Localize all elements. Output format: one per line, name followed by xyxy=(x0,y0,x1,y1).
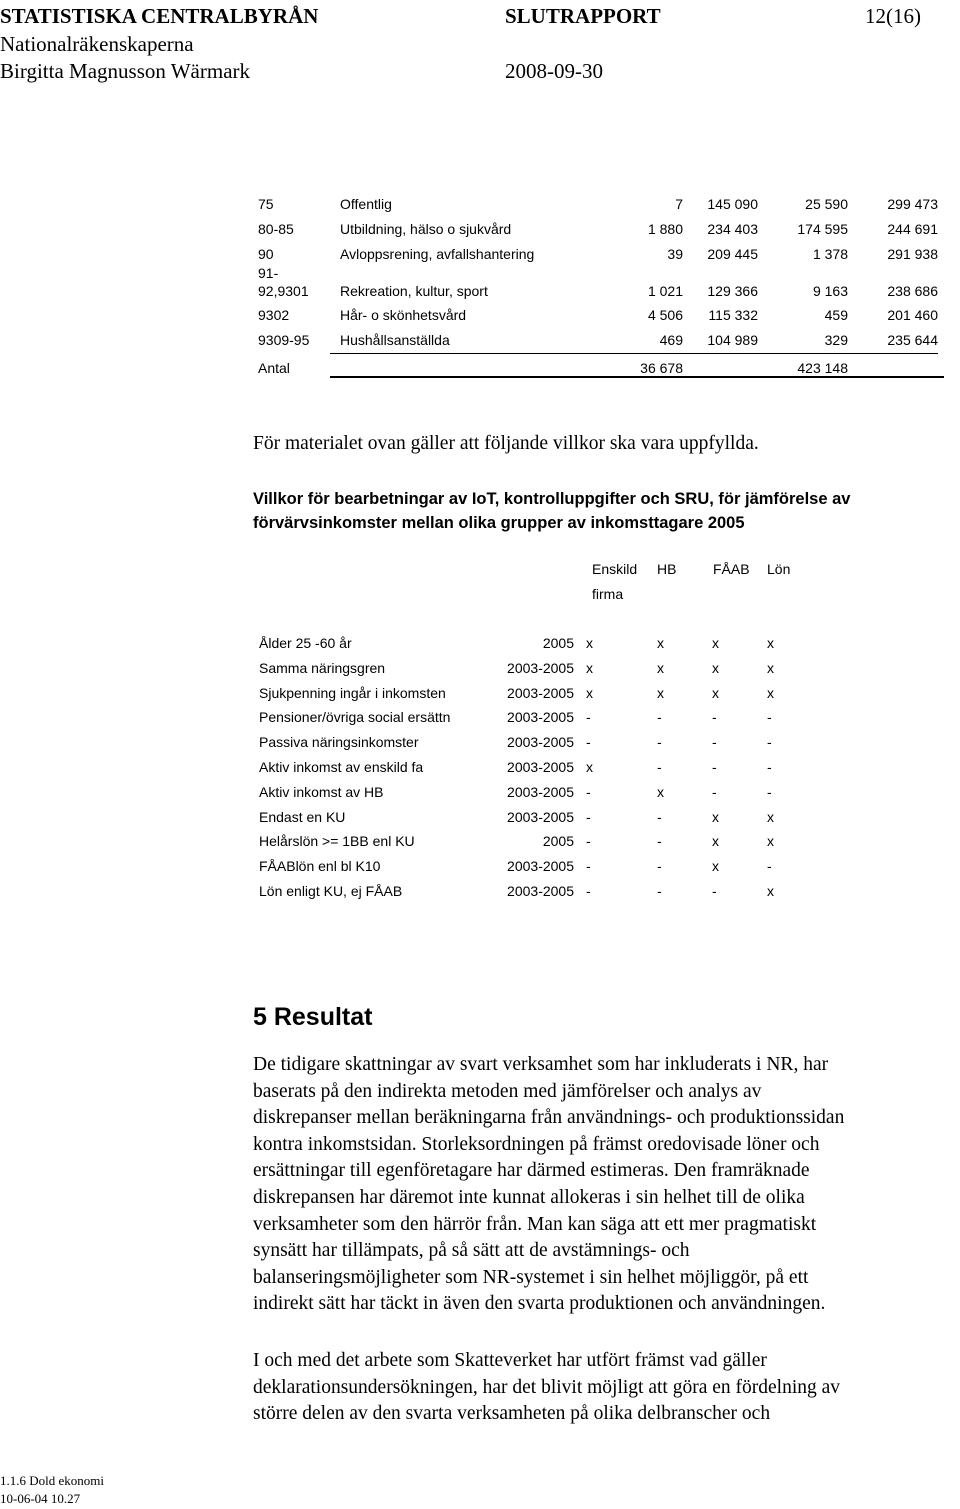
cell-faab: - xyxy=(712,784,717,800)
col-header-hb: HB xyxy=(657,561,677,577)
paragraph-line: diskrepanser mellan beräkningarna från användnings- och produktionssidan xyxy=(253,1107,845,1129)
author: Birgitta Magnusson Wärmark xyxy=(0,59,251,83)
table-cell: 459 xyxy=(824,307,848,323)
table-cell: 469 xyxy=(659,332,683,348)
cell-hb: x xyxy=(657,635,664,651)
cell-hb: x xyxy=(657,685,664,701)
table-cell: 129 366 xyxy=(707,283,758,299)
doc-type: SLUTRAPPORT xyxy=(505,4,661,28)
cell-enskild: - xyxy=(586,784,591,800)
condition-year: 2003-2005 xyxy=(507,784,574,800)
table-cell: 115 332 xyxy=(708,307,758,323)
report-date: 2008-09-30 xyxy=(505,59,603,83)
table-cell: 201 460 xyxy=(887,307,938,323)
paragraph-line: deklarationsundersökningen, har det blivit möjligt att göra en fördelning av xyxy=(253,1376,841,1398)
cell-enskild: x xyxy=(586,635,593,651)
cell-hb: - xyxy=(657,809,662,825)
cell-lon: - xyxy=(767,784,772,800)
paragraph-line: större delen av den svarta verksamheten på olika delbranscher och xyxy=(253,1403,771,1425)
paragraph-line: baserats på den indirekta metoden med jämförelser och analys av xyxy=(253,1080,762,1102)
table-row-label: Avloppsrening, avfallshantering xyxy=(340,246,535,262)
table-row-code: 80-85 xyxy=(258,221,294,237)
cell-enskild: x xyxy=(586,660,593,676)
cell-enskild: - xyxy=(586,883,591,899)
col-header-enskild-2: firma xyxy=(592,586,624,602)
table-cell: 235 644 xyxy=(887,332,938,348)
paragraph-line: kontra inkomstsidan. Storleksordningen på främst oredovisade löner och xyxy=(253,1133,820,1155)
condition-year: 2003-2005 xyxy=(507,660,574,676)
table-row-code: 92,9301 xyxy=(258,283,309,299)
cell-enskild: - xyxy=(586,833,591,849)
table-row-label: Utbildning, hälso o sjukvård xyxy=(340,221,512,237)
cell-hb: x xyxy=(657,660,664,676)
cell-enskild: - xyxy=(586,809,591,825)
table-row-label: Hushållsanställda xyxy=(340,332,450,348)
cell-lon: x xyxy=(767,660,774,676)
cell-hb: - xyxy=(657,709,662,725)
condition-year: 2003-2005 xyxy=(507,709,574,725)
condition-label: Ålder 25 -60 år xyxy=(259,635,352,651)
table-cell: 291 938 xyxy=(887,246,938,262)
cell-lon: - xyxy=(767,709,772,725)
cell-lon: x xyxy=(767,635,774,651)
condition-year: 2003-2005 xyxy=(507,883,574,899)
table-row-code-prefix: 91- xyxy=(258,265,279,281)
condition-year: 2003-2005 xyxy=(507,759,574,775)
col-header-lon: Lön xyxy=(767,561,791,577)
department: Nationalräkenskaperna xyxy=(0,32,194,56)
paragraph-line: balanseringsmöjligheter som NR-systemet i sin helhet möjliggör, på ett xyxy=(253,1266,809,1288)
condition-label: Aktiv inkomst av HB xyxy=(259,784,384,800)
table-row-label: Rekreation, kultur, sport xyxy=(340,283,488,299)
total-cell: 423 148 xyxy=(797,360,848,376)
conditions-intro: För materialet ovan gäller att följande villkor ska vara uppfyllda. xyxy=(253,433,759,454)
table-bottom-rule xyxy=(330,376,944,378)
conditions-heading: Villkor för bearbetningar av IoT, kontrolluppgifter och SRU, för jämförelse av förvärvsinkomster mellan olika grupper av inkomsttagare 2005 xyxy=(253,490,851,532)
paragraph-2 xyxy=(253,1348,959,1428)
table-cell: 1 880 xyxy=(647,221,683,237)
cell-faab: x xyxy=(712,858,719,874)
table-row-code: 9302 xyxy=(258,307,290,323)
condition-label: Endast en KU xyxy=(259,809,346,825)
paragraph-line: synsätt har tillämpats, på så sätt att de avstämnings- och xyxy=(253,1240,690,1262)
condition-label: Passiva näringsinkomster xyxy=(259,734,419,750)
condition-label: Aktiv inkomst av enskild fa xyxy=(259,759,424,775)
table-cell: 7 xyxy=(675,196,683,212)
cell-faab: x xyxy=(712,660,719,676)
condition-year: 2005 xyxy=(542,635,574,651)
footer-timestamp: 10-06-04 10.27 xyxy=(0,1491,81,1506)
table-cell: 104 989 xyxy=(707,332,758,348)
cell-faab: - xyxy=(712,709,717,725)
cell-hb: - xyxy=(657,883,662,899)
table-cell: 4 506 xyxy=(647,307,683,323)
cell-enskild: - xyxy=(586,709,591,725)
paragraph-line: diskrepansen har däremot inte kunnat allokeras i sin helhet till de olika xyxy=(253,1186,805,1208)
cell-enskild: - xyxy=(586,858,591,874)
table-cell: 209 445 xyxy=(707,246,758,262)
table-cell: 299 473 xyxy=(887,196,938,212)
cell-faab: x xyxy=(712,809,719,825)
cell-faab: x xyxy=(712,685,719,701)
paragraph-line: De tidigare skattningar av svart verksamhet som har inkluderats i NR, har xyxy=(253,1054,829,1075)
cell-faab: - xyxy=(712,734,717,750)
cell-faab: x xyxy=(712,833,719,849)
cell-enskild: - xyxy=(586,734,591,750)
paragraph-line: verksamheter som den härrör från. Man kan säga att ett mer pragmatiskt xyxy=(253,1213,817,1235)
paragraph-line: I och med det arbete som Skatteverket har utfört främst vad gäller xyxy=(253,1350,767,1371)
cell-faab: x xyxy=(712,635,719,651)
condition-year: 2003-2005 xyxy=(507,734,574,750)
table-cell: 244 691 xyxy=(887,221,938,237)
cell-hb: x xyxy=(657,784,664,800)
cell-lon: - xyxy=(767,858,772,874)
cell-enskild: x xyxy=(586,685,593,701)
condition-label: FÅABlön enl bl K10 xyxy=(259,858,381,874)
condition-label: Pensioner/övriga social ersättn xyxy=(259,709,451,725)
condition-label: Helårslön >= 1BB enl KU xyxy=(259,833,415,849)
cell-lon: x xyxy=(767,883,774,899)
cell-hb: - xyxy=(657,759,662,775)
cell-hb: - xyxy=(657,833,662,849)
table-row-code: 9309-95 xyxy=(258,332,310,348)
cell-lon: x xyxy=(767,833,774,849)
table-cell: 145 090 xyxy=(707,196,758,212)
condition-year: 2005 xyxy=(542,833,574,849)
table-cell: 174 595 xyxy=(797,221,848,237)
table-row-label: Offentlig xyxy=(340,196,392,212)
table-cell: 1 378 xyxy=(812,246,848,262)
cell-hb: - xyxy=(657,734,662,750)
table-cell: 329 xyxy=(824,332,848,348)
table-cell: 1 021 xyxy=(647,283,683,299)
table-cell: 234 403 xyxy=(707,221,758,237)
paragraph-line: indirekt sätt har täckt in även den svarta produktionen och användningen. xyxy=(253,1293,826,1315)
footer-doc: 1.1.6 Dold ekonomi xyxy=(0,1473,104,1488)
page-number: 12(16) xyxy=(865,4,921,28)
table-cell: 238 686 xyxy=(887,283,938,299)
table-cell: 39 xyxy=(667,246,683,262)
col-header-enskild: Enskild xyxy=(592,561,638,577)
condition-label: Sjukpenning ingår i inkomsten xyxy=(259,685,446,701)
cell-lon: - xyxy=(767,734,772,750)
paragraph-line: ersättningar till egenföretagare har därmed estimeras. Den framräknade xyxy=(253,1160,810,1182)
table-row-code: 90 xyxy=(258,246,274,262)
paragraph-1 xyxy=(253,1052,959,1318)
condition-year: 2003-2005 xyxy=(507,809,574,825)
org-name: STATISTISKA CENTRALBYRÅN xyxy=(0,4,319,28)
cell-faab: - xyxy=(712,883,717,899)
total-label: Antal xyxy=(258,360,290,376)
condition-year: 2003-2005 xyxy=(507,685,574,701)
table-cell: 9 163 xyxy=(812,283,848,299)
condition-year: 2003-2005 xyxy=(507,858,574,874)
table-row-code: 75 xyxy=(258,196,274,212)
cell-lon: - xyxy=(767,759,772,775)
cell-enskild: x xyxy=(586,759,593,775)
cell-hb: - xyxy=(657,858,662,874)
cell-lon: x xyxy=(767,685,774,701)
total-cell: 36 678 xyxy=(640,360,683,376)
condition-label: Samma näringsgren xyxy=(259,660,386,676)
table-cell: 25 590 xyxy=(805,196,848,212)
cell-faab: - xyxy=(712,759,717,775)
cell-lon: x xyxy=(767,809,774,825)
col-header-faab: FÅAB xyxy=(713,561,750,577)
condition-label: Lön enligt KU, ej FÅAB xyxy=(259,883,403,899)
table-divider xyxy=(330,353,938,354)
section-heading: 5 Resultat xyxy=(253,1003,373,1031)
table-row-label: Hår- o skönhetsvård xyxy=(340,307,467,323)
